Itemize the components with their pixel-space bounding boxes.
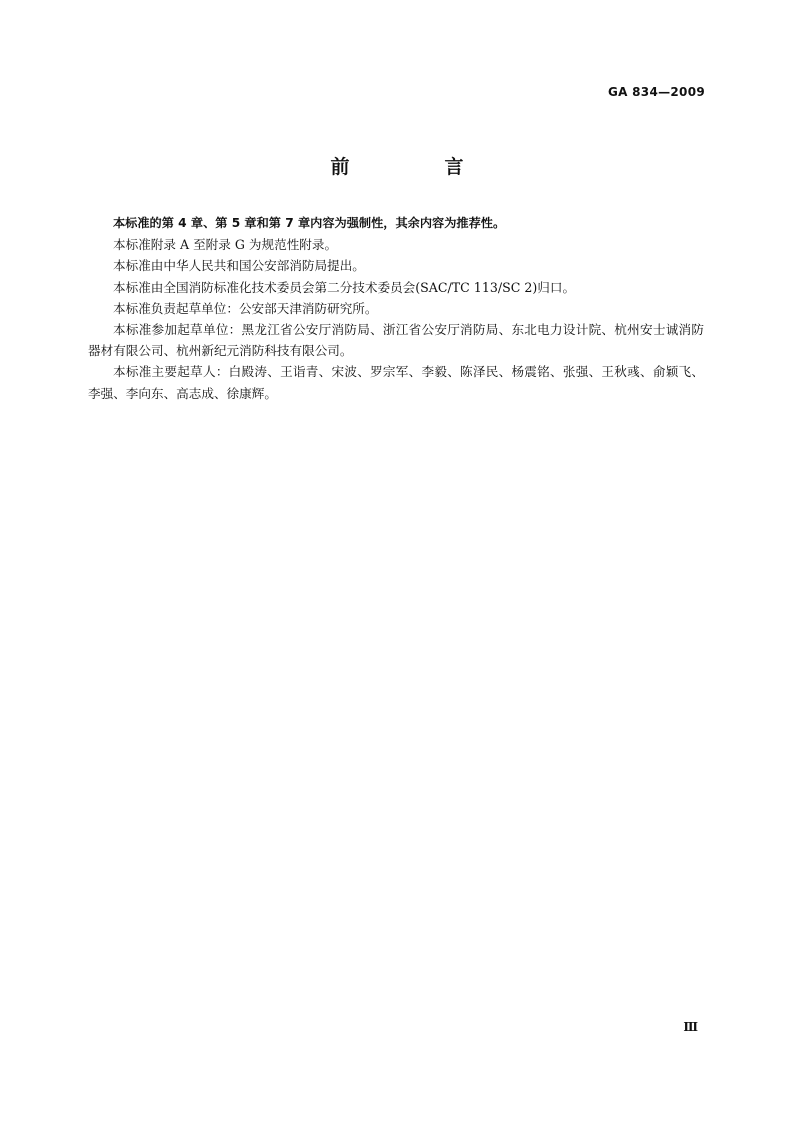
paragraph-centralized-by: 本标准由全国消防标准化技术委员会第二分技术委员会(SAC/TC 113/SC 2)归口。 [113,279,576,295]
paragraph-participating-units: 本标准参加起草单位：黑龙江省公安厅消防局、浙江省公安厅消防局、东北电力设计院、杭州安士诚消防器材有限公司、杭州新纪元消防科技有限公司。 [88,322,704,359]
page-number: Ⅲ [683,1020,698,1034]
page-title: 前 言 [330,156,502,178]
paragraph-main-drafters: 本标准主要起草人：白殿涛、王诣青、宋波、罗宗军、李毅、陈泽民、杨震铭、张强、王秋彧、俞颖飞、李强、李向东、高志成、徐康辉。 [88,364,704,401]
paragraph-drafting-unit: 本标准负责起草单位：公安部天津消防研究所。 [113,300,378,316]
paragraph-mandatory-clause: 本标准的第 4 章、第 5 章和第 7 章内容为强制性，其余内容为推荐性。 [113,216,506,230]
paragraph-appendix: 本标准附录 A 至附录 G 为规范性附录。 [113,237,338,253]
paragraph-proposer: 本标准由中华人民共和国公安部消防局提出。 [113,258,365,274]
foreword-body [88,213,704,404]
standard-code: GA 834—2009 [607,85,705,99]
